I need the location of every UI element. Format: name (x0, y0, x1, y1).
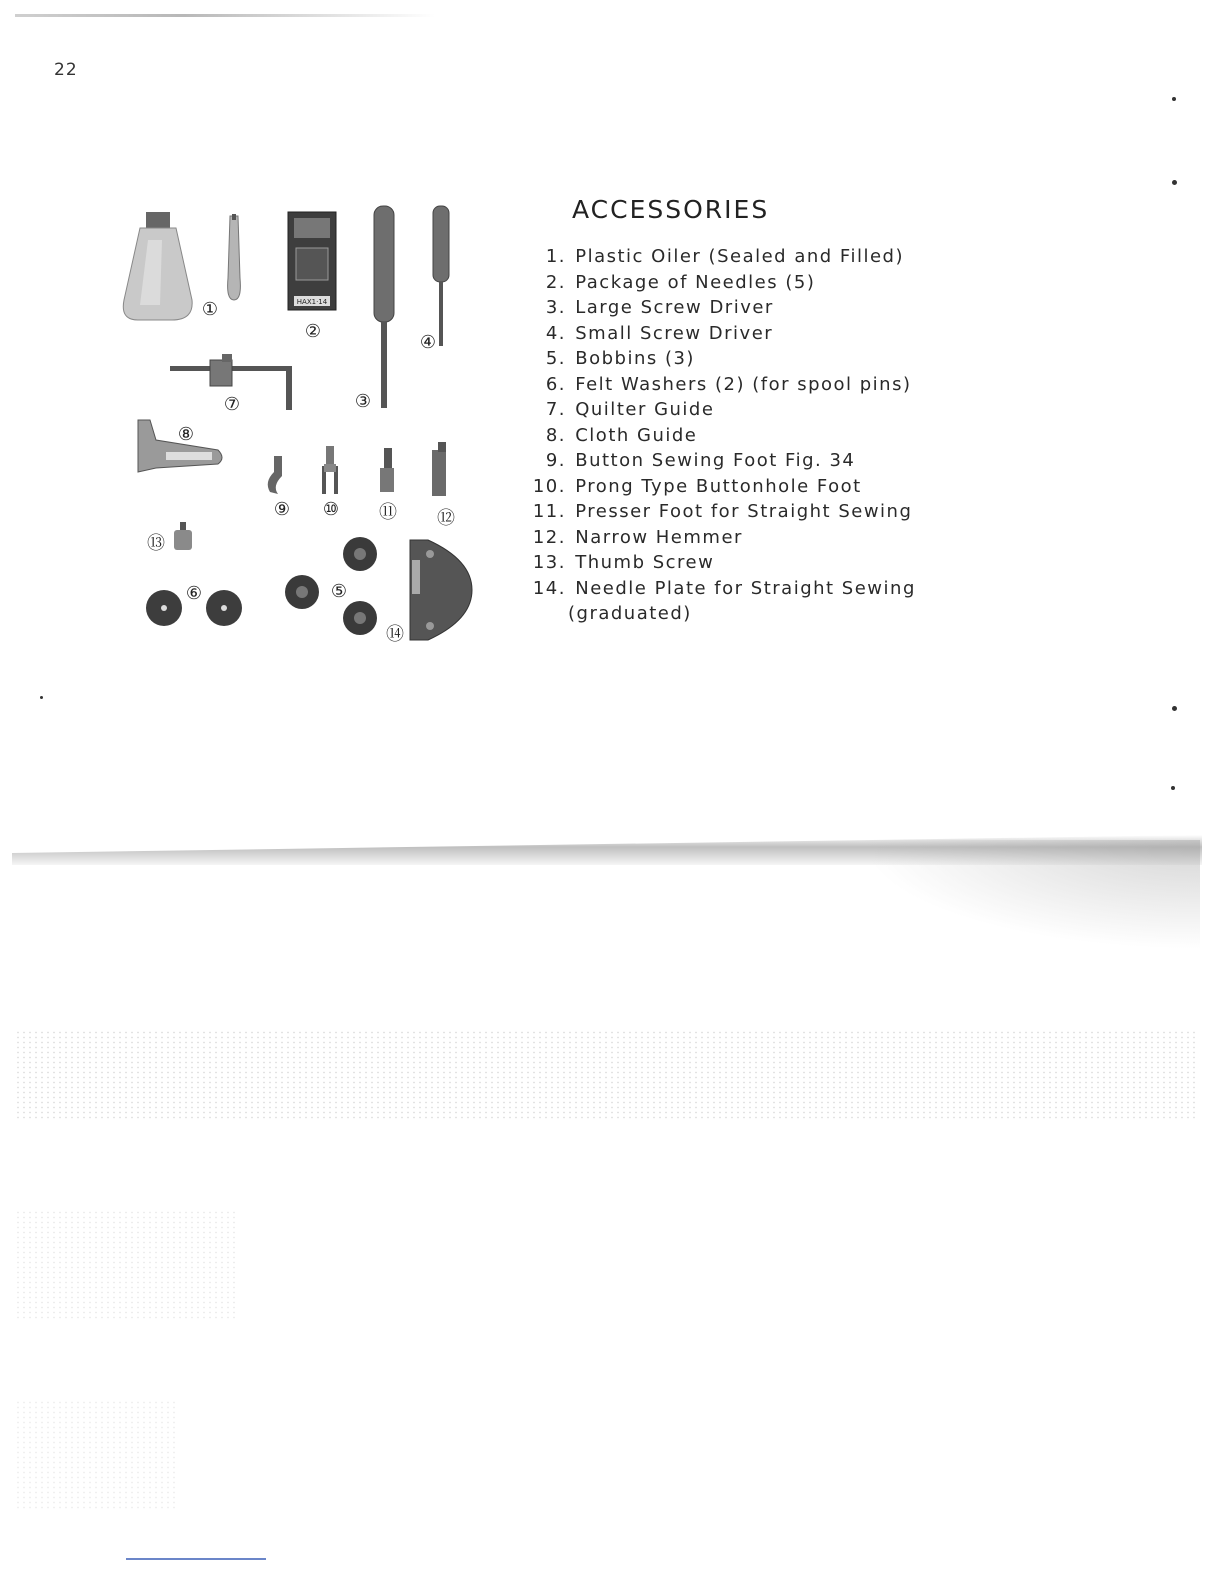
list-item-number: 9. (545, 450, 566, 471)
list-item (520, 525, 916, 551)
needle-plate-illustration (410, 540, 472, 640)
scan-artifact-fade (860, 840, 1200, 950)
scan-noise (15, 1210, 235, 1320)
callout-12: ⑫ (437, 508, 455, 529)
scan-artifact-line (126, 1558, 266, 1560)
list-item-label: Package of Needles (5) (575, 271, 816, 293)
list-item-number: 6. (545, 373, 566, 395)
callout-14: ⑭ (386, 624, 404, 645)
list-item-number: 10. (532, 475, 566, 497)
list-item-number: 14. (532, 577, 566, 599)
margin-dot (1172, 706, 1177, 711)
list-item-number: 13. (532, 552, 566, 573)
margin-dot (40, 696, 43, 699)
list-item-label: Bobbins (3) (575, 348, 695, 369)
margin-dot (1171, 786, 1175, 790)
list-item-label: Plastic Oiler (Sealed and Filled) (575, 246, 904, 267)
list-item-number: 12. (532, 526, 566, 548)
margin-dot (1172, 97, 1176, 101)
list-item-label: Button Sewing Foot Fig. 34 (575, 450, 856, 471)
list-item (520, 397, 916, 423)
list-item (520, 423, 916, 449)
list-item (520, 346, 916, 372)
page-number: 22 (54, 60, 78, 80)
margin-dot (1172, 180, 1177, 185)
callout-6: ⑥ (185, 583, 203, 604)
callout-8: ⑧ (177, 424, 195, 445)
list-item (520, 576, 916, 602)
list-item-label: Thumb Screw (575, 552, 715, 573)
list-item (520, 474, 916, 500)
list-item-number: 4. (545, 322, 566, 344)
list-item-number: 8. (545, 424, 566, 446)
list-item (520, 244, 916, 270)
list-item-number: 5. (545, 348, 566, 369)
list-item-continuation: (graduated) (568, 603, 692, 624)
list-item (520, 499, 916, 525)
list-item-label: Small Screw Driver (575, 322, 774, 344)
list-item-label: Felt Washers (2) (for spool pins) (575, 373, 912, 395)
callout-7: ⑦ (223, 394, 241, 415)
scan-artifact-top (15, 14, 435, 17)
list-item-label: Needle Plate for Straight Sewing (575, 577, 916, 599)
callout-2: ② (304, 321, 322, 342)
list-item-label: Cloth Guide (575, 424, 698, 446)
list-item (520, 372, 916, 398)
list-item-number: 2. (545, 271, 566, 293)
scan-noise (15, 1400, 175, 1510)
needle-package-illustration (288, 212, 336, 310)
list-item (520, 321, 916, 347)
list-item-number: 3. (545, 297, 566, 318)
callout-4: ④ (419, 332, 437, 353)
oiler-illustration (123, 212, 240, 320)
callout-3: ③ (354, 391, 372, 412)
thumb-screw-illustration (174, 522, 192, 550)
callout-1: ① (201, 299, 219, 320)
callout-5: ⑤ (330, 581, 348, 602)
list-item (520, 550, 916, 576)
list-item (520, 270, 916, 296)
needle-pack-label: HAX1·14 (296, 298, 328, 306)
list-item-label: Presser Foot for Straight Sewing (575, 501, 913, 522)
list-item-number: 7. (545, 399, 566, 420)
callout-10: ⑩ (322, 499, 340, 520)
list-item-label: Quilter Guide (575, 399, 715, 420)
callout-13: ⑬ (147, 533, 165, 554)
callout-11: ⑪ (379, 502, 397, 523)
scan-noise (15, 1030, 1195, 1120)
accessories-figure (110, 200, 480, 650)
list-item (520, 448, 916, 474)
list-item (520, 295, 916, 321)
callout-9: ⑨ (273, 499, 291, 520)
large-screwdriver-illustration (374, 206, 394, 408)
list-item-number: 11. (532, 501, 566, 522)
list-item-label: Large Screw Driver (575, 297, 774, 318)
list-item-label: Prong Type Buttonhole Foot (575, 475, 862, 497)
section-title: ACCESSORIES (572, 195, 770, 224)
list-item-label: Narrow Hemmer (575, 526, 743, 548)
list-item-number: 1. (545, 246, 566, 267)
presser-feet-illustration (268, 442, 446, 496)
small-screwdriver-illustration (433, 206, 449, 346)
accessories-list (520, 244, 916, 626)
